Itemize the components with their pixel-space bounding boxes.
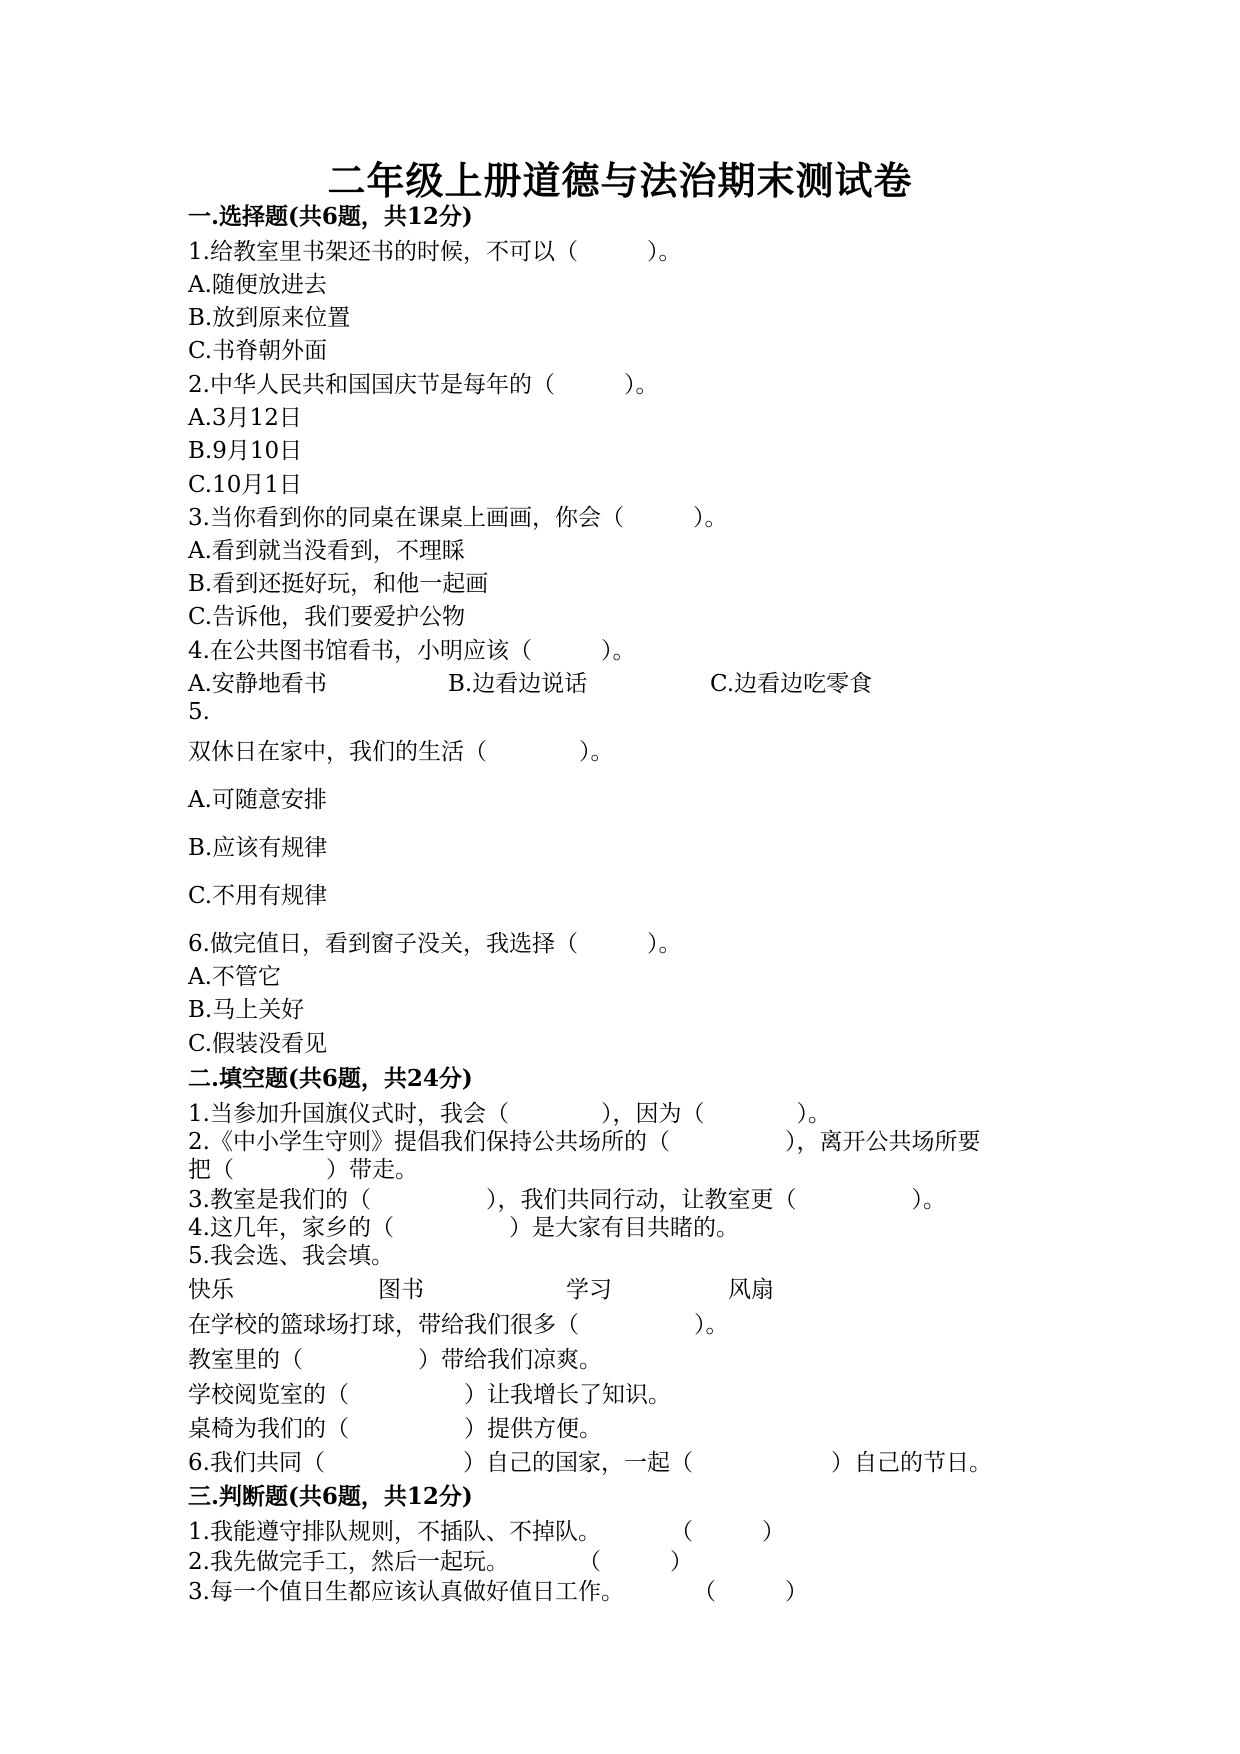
fill-question: 学校阅览室的（ ）让我增长了知识。 bbox=[188, 1382, 671, 1408]
fill-question: 桌椅为我们的（ ）提供方便。 bbox=[188, 1416, 602, 1442]
question-option: B.应该有规律 bbox=[188, 835, 328, 861]
question-option: A.安静地看书 bbox=[188, 671, 327, 697]
word-bank-item: 风扇 bbox=[728, 1277, 774, 1303]
question-option: C.10月1日 bbox=[188, 472, 302, 498]
fill-question: 3.教室是我们的（ ），我们共同行动，让教室更（ ）。 bbox=[188, 1187, 946, 1213]
question-stem: 3.当你看到你的同桌在课桌上画画，你会（ ）。 bbox=[188, 505, 728, 531]
question-option: C.告诉他，我们要爱护公物 bbox=[188, 604, 466, 630]
question-option: A.可随意安排 bbox=[188, 787, 327, 813]
word-bank-item: 快乐 bbox=[188, 1277, 234, 1303]
fill-question: 教室里的（ ）带给我们凉爽。 bbox=[188, 1347, 602, 1373]
question-option: B.边看边说话 bbox=[448, 671, 588, 697]
judge-question: 1.我能遵守排队规则，不插队、不掉队。 （ ） bbox=[188, 1519, 785, 1545]
question-option: B.放到原来位置 bbox=[188, 305, 351, 331]
question-option: C.假装没看见 bbox=[188, 1031, 328, 1057]
question-option: A.3月12日 bbox=[188, 405, 302, 431]
question-option: B.马上关好 bbox=[188, 997, 305, 1023]
question-option: C.边看边吃零食 bbox=[710, 671, 873, 697]
fill-question: 5.我会选、我会填。 bbox=[188, 1243, 394, 1269]
fill-question: 6.我们共同（ ）自己的国家，一起（ ）自己的节日。 bbox=[188, 1450, 992, 1476]
fill-question: 4.这几年，家乡的（ ）是大家有目共睹的。 bbox=[188, 1215, 739, 1241]
fill-question: 2.《中小学生守则》提倡我们保持公共场所的（ ），离开公共场所要 bbox=[188, 1129, 981, 1155]
section-heading-choice: 一.选择题(共6题，共12分) bbox=[188, 203, 473, 230]
question-stem: 1.给教室里书架还书的时候，不可以（ ）。 bbox=[188, 239, 682, 265]
question-stem: 6.做完值日，看到窗子没关，我选择（ ）。 bbox=[188, 931, 682, 957]
question-option: A.随便放进去 bbox=[188, 272, 327, 298]
word-bank-item: 图书 bbox=[378, 1277, 424, 1303]
question-stem: 2.中华人民共和国国庆节是每年的（ ）。 bbox=[188, 372, 659, 398]
question-option: C.书脊朝外面 bbox=[188, 338, 328, 364]
fill-question: 把（ ）带走。 bbox=[188, 1157, 418, 1183]
question-stem: 4.在公共图书馆看书，小明应该（ ）。 bbox=[188, 638, 636, 664]
question-stem: 双休日在家中，我们的生活（ ）。 bbox=[188, 739, 614, 765]
section-heading-fill: 二.填空题(共6题，共24分) bbox=[188, 1065, 473, 1092]
question-option: A.看到就当没看到，不理睬 bbox=[188, 538, 465, 564]
question-option: B.9月10日 bbox=[188, 438, 303, 464]
judge-question: 3.每一个值日生都应该认真做好值日工作。 （ ） bbox=[188, 1579, 808, 1605]
question-option: A.不管它 bbox=[188, 964, 281, 990]
word-bank-item: 学习 bbox=[566, 1277, 612, 1303]
question-option: B.看到还挺好玩，和他一起画 bbox=[188, 571, 489, 597]
judge-question: 2.我先做完手工，然后一起玩。 （ ） bbox=[188, 1549, 693, 1575]
question-number: 5. bbox=[188, 699, 210, 725]
fill-question: 在学校的篮球场打球，带给我们很多（ ）。 bbox=[188, 1312, 729, 1338]
fill-question: 1.当参加升国旗仪式时，我会（ ），因为（ ）。 bbox=[188, 1101, 831, 1127]
page-title: 二年级上册道德与法治期末测试卷 bbox=[327, 158, 913, 203]
section-heading-judge: 三.判断题(共6题，共12分) bbox=[188, 1483, 473, 1510]
question-option: C.不用有规律 bbox=[188, 883, 328, 909]
